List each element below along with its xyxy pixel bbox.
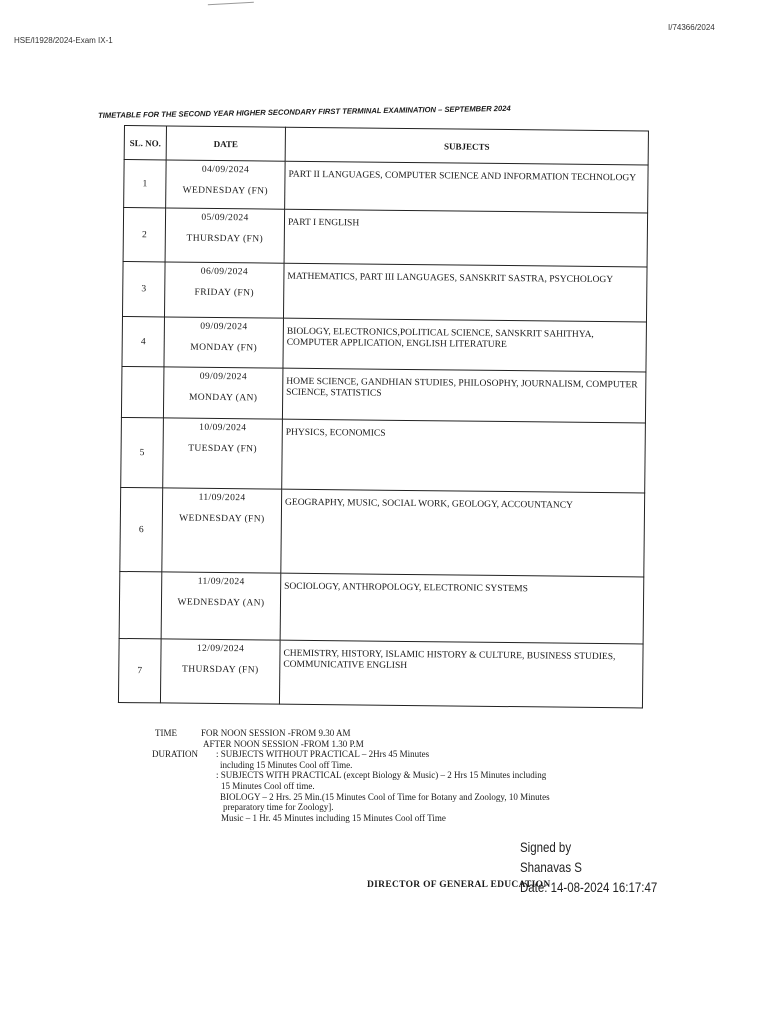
- row-date-cell: [162, 488, 282, 573]
- row-date-cell: [164, 317, 284, 368]
- time-label: TIME: [155, 728, 177, 738]
- row-day-session: FRIDAY (FN): [194, 287, 254, 299]
- row-sl-no: 6: [120, 487, 163, 571]
- duration-line-3b: preparatory time for Zoology].: [223, 802, 334, 813]
- duration-label: DURATION: [152, 749, 198, 760]
- table-row: [121, 417, 646, 492]
- time-afternoon: AFTER NOON SESSION -FROM 1.30 P.M: [203, 738, 364, 749]
- row-date: 04/09/2024: [201, 164, 250, 176]
- row-day-session: WEDNESDAY (FN): [182, 185, 269, 197]
- row-date: 11/09/2024: [198, 492, 246, 504]
- row-sl-no: 5: [121, 417, 164, 487]
- duration-line-3: BIOLOGY – 2 Hrs. 25 Min.(15 Minutes Cool of Time for Botany and Zoology, 10 Minutes: [220, 791, 550, 802]
- row-subjects: PHYSICS, ECONOMICS: [282, 419, 646, 493]
- table-row: [122, 261, 647, 321]
- row-day-session: THURSDAY (FN): [186, 233, 264, 245]
- signature-name: Shanavas S: [520, 859, 582, 875]
- row-sl-no: 3: [122, 261, 165, 316]
- row-subjects: BIOLOGY, ELECTRONICS,POLITICAL SCIENCE, SANSKRIT SAHITHYA, COMPUTER APPLICATION, ENGLISH LITERATURE: [283, 318, 647, 372]
- row-subjects: PART II LANGUAGES, COMPUTER SCIENCE AND INFORMATION TECHNOLOGY: [285, 161, 648, 213]
- director-title: DIRECTOR OF GENERAL EDUCATION: [367, 880, 551, 890]
- row-sl-no: 1: [124, 160, 167, 208]
- row-sl-no: 4: [122, 316, 165, 366]
- timetable-body: [118, 160, 648, 708]
- row-date: 09/09/2024: [199, 371, 248, 383]
- row-subjects: HOME SCIENCE, GANDHIAN STUDIES, PHILOSOPHY, JOURNALISM, COMPUTER SCIENCE, STATISTICS: [282, 368, 646, 423]
- table-row: [122, 316, 646, 371]
- row-subjects: GEOGRAPHY, MUSIC, SOCIAL WORK, GEOLOGY, ACCOUNTANCY: [281, 489, 645, 577]
- document-title: TIMETABLE FOR THE SECOND YEAR HIGHER SECONDARY FIRST TERMINAL EXAMINATION – SEPTEMBER 2024: [98, 103, 511, 120]
- row-date-cell: [166, 160, 285, 209]
- row-subjects: MATHEMATICS, PART III LANGUAGES, SANSKRIT SASTRA, PSYCHOLOGY: [283, 263, 647, 322]
- row-subjects: SOCIOLOGY, ANTHROPOLOGY, ELECTRONIC SYSTEMS: [280, 573, 644, 644]
- duration-line-1: : SUBJECTS WITHOUT PRACTICAL – 2Hrs 45 Minutes: [216, 749, 430, 760]
- row-date: 09/09/2024: [200, 321, 248, 333]
- table-row: [120, 487, 645, 576]
- row-day-session: MONDAY (AN): [188, 392, 258, 404]
- table-row: [123, 208, 648, 267]
- row-date: 06/09/2024: [200, 266, 249, 278]
- row-day-session: WEDNESDAY (AN): [177, 597, 265, 609]
- table-row: [118, 638, 643, 707]
- row-day-session: WEDNESDAY (FN): [179, 513, 265, 525]
- reference-number-right: I/74366/2024: [668, 23, 715, 32]
- signature-date: Date: 14-08-2024 16:17:47: [520, 879, 658, 895]
- row-date-cell: [164, 262, 284, 318]
- duration-line-2: : SUBJECTS WITH PRACTICAL (except Biology & Music) – 2 Hrs 15 Minutes including: [216, 770, 547, 781]
- row-date: 10/09/2024: [199, 422, 247, 434]
- row-subjects: CHEMISTRY, HISTORY, ISLAMIC HISTORY & CULTURE, BUSINESS STUDIES, COMMUNICATIVE ENGLISH: [279, 640, 643, 708]
- row-sl-no: [119, 571, 162, 638]
- row-sl-no: 7: [118, 638, 161, 702]
- header-sl-no: SL. NO.: [124, 126, 166, 160]
- row-day-session: MONDAY (FN): [190, 342, 258, 354]
- row-date: 11/09/2024: [197, 576, 245, 588]
- row-sl-no: 2: [123, 208, 166, 262]
- header-subjects: SUBJECTS: [285, 127, 648, 165]
- row-sl-no: [121, 366, 164, 417]
- table-row: [119, 571, 644, 643]
- row-day-session: TUESDAY (FN): [188, 443, 258, 455]
- row-subjects: PART I ENGLISH: [284, 209, 648, 267]
- row-date-cell: [165, 208, 285, 263]
- row-date: 12/09/2024: [196, 643, 245, 655]
- time-forenoon: FOR NOON SESSION -FROM 9.30 AM: [201, 728, 351, 738]
- table-row: [124, 160, 648, 213]
- duration-line-1b: including 15 Minutes Cool off Time.: [220, 759, 353, 770]
- duration-line-2b: 15 Minutes Cool off time.: [221, 780, 315, 791]
- row-day-session: THURSDAY (FN): [181, 664, 259, 676]
- row-date-cell: [161, 572, 281, 640]
- row-date-cell: [163, 418, 283, 489]
- signature-line-1: Signed by: [520, 839, 572, 855]
- table-row: [121, 366, 646, 422]
- reference-number-left: HSE/I1928/2024-Exam IX-1: [14, 36, 113, 45]
- row-date-cell: [160, 639, 280, 704]
- header-date: DATE: [166, 126, 285, 161]
- scan-mark: [208, 2, 254, 11]
- row-date-cell: [163, 367, 283, 419]
- timetable: [118, 125, 649, 707]
- row-date: 05/09/2024: [201, 212, 249, 224]
- duration-line-4: Music – 1 Hr. 45 Minutes including 15 Minutes Cool off Time: [221, 812, 446, 823]
